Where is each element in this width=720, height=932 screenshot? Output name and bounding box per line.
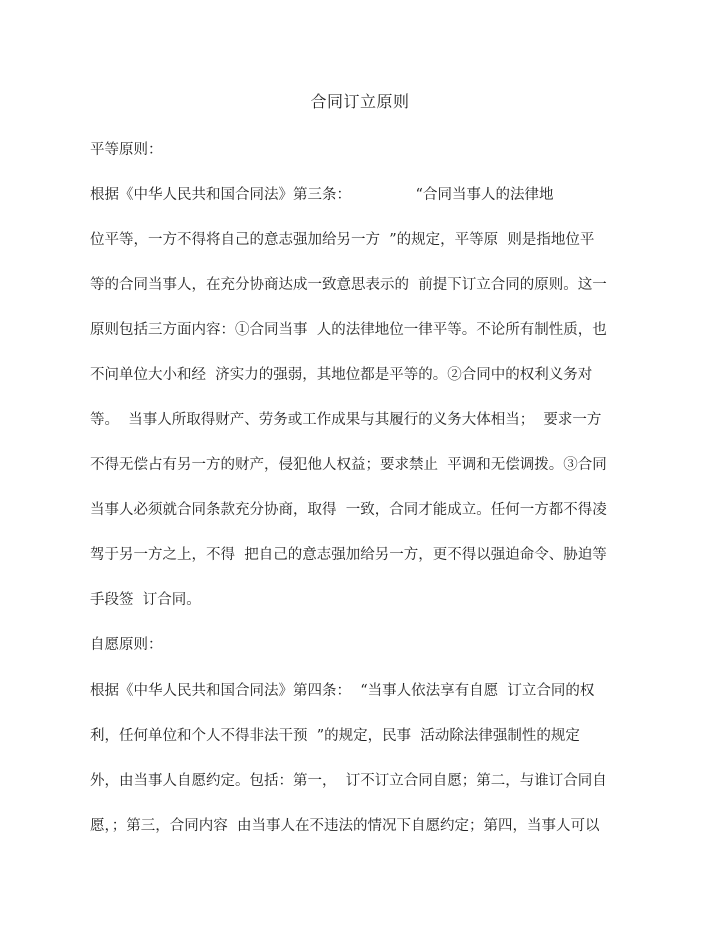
paragraph-line: 驾于另一方之上，不得 把自己的意志强加给另一方，更不得以强迫命令、胁迫等 [90, 547, 607, 563]
paragraph-line: 等的合同当事人，在充分协商达成一致意思表示的 前提下订立合同的原则。这一 [90, 277, 607, 293]
paragraph-line: 手段签 订合同。 [90, 592, 201, 608]
paragraph-line: 不问单位大小和经 济实力的强弱，其地位都是平等的。②合同中的权利义务对 [90, 367, 593, 383]
paragraph-line: 当事人必须就合同条款充分协商，取得 一致，合同才能成立。任何一方都不得凌 [90, 502, 607, 518]
paragraph-line: 根据《中华人民共和国合同法》第四条： “当事人依法享有自愿 订立合同的权 [90, 683, 595, 699]
paragraph-line: 愿，；第三，合同内容 由当事人在不违法的情况下自愿约定；第四，当事人可以 [90, 818, 600, 834]
paragraph-line: 外，由当事人自愿约定。包括：第一， 订不订立合同自愿；第二，与谁订合同自 [90, 773, 607, 789]
section-heading-equality: 平等原则： [90, 142, 163, 158]
paragraph-line: 利，任何单位和个人不得非法干预 ”的规定，民事 活动除法律强制性的规定 [90, 728, 580, 744]
paragraph-line: 原则包括三方面内容：①合同当事 人的法律地位一律平等。不论所有制性质，也 [90, 322, 607, 338]
paragraph-line: 根据《中华人民共和国合同法》第三条： “合同当事人的法律地 [90, 187, 554, 203]
paragraph-line: 等。 当事人所取得财产、劳务或工作成果与其履行的义务大体相当； 要求一方 [90, 412, 602, 428]
section-heading-voluntariness: 自愿原则： [90, 637, 163, 653]
paragraph-line: 不得无偿占有另一方的财产，侵犯他人权益；要求禁止 平调和无偿调拨。③合同 [90, 457, 607, 473]
paragraph-line: 位平等，一方不得将自己的意志强加给另一方 ”的规定，平等原 则是指地位平 [90, 232, 595, 248]
document-title: 合同订立原则 [310, 92, 410, 111]
